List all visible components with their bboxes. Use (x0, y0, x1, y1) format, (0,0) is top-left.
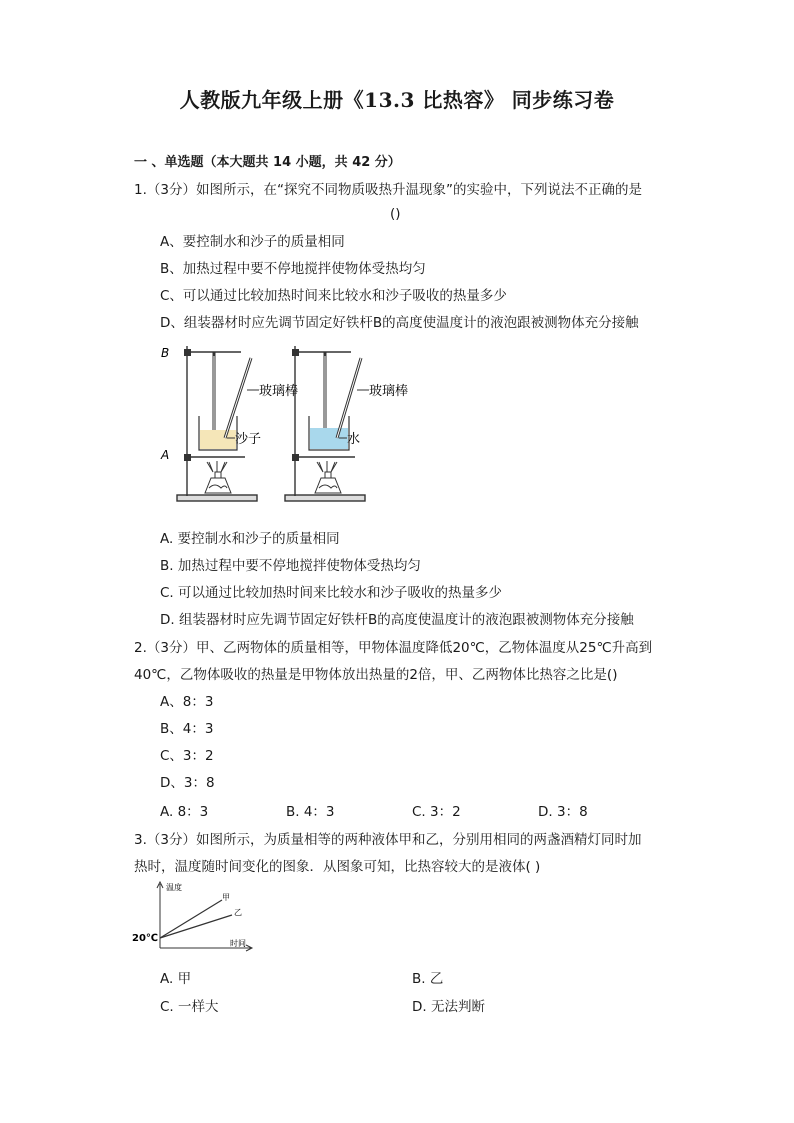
line-jia (160, 900, 222, 938)
q2-choice-b: B. 4：3 (286, 804, 335, 820)
burner-right (315, 461, 341, 493)
page-title: 人教版九年级上册《13.3 比热容》 同步练习卷 (179, 88, 615, 112)
start-temp-label: 20℃ (132, 933, 159, 944)
q1-stem-line2: () (390, 206, 401, 222)
clamp-b-left (184, 349, 191, 356)
water-label: 水 (347, 432, 361, 447)
q1-choice-a: A. 要控制水和沙子的质量相同 (160, 531, 340, 547)
burner-left (205, 461, 231, 493)
clamp-a-left (184, 454, 191, 461)
q1-stem-line1: 1.（3分）如图所示，在“探究不同物质吸热升温现象”的实验中，下列说法不正确的是 (134, 182, 642, 198)
temperature-graph (130, 880, 260, 962)
q3-choice-b: B. 乙 (412, 971, 444, 987)
q3-stem-line2: 热时，温度随时间变化的图象．从图象可知，比热容较大的是液体( ) (134, 859, 541, 875)
q2-option-b: B、4：3 (160, 721, 214, 737)
rod-label-left: 玻璃棒 (259, 384, 299, 399)
q2-choice-c: C. 3：2 (412, 804, 461, 820)
q1-option-b: B、加热过程中要不停地搅拌使物体受热均匀 (160, 261, 426, 277)
q2-stem-line1: 2.（3分）甲、乙两物体的质量相等，甲物体温度降低20℃，乙物体温度从25℃升高到 (134, 640, 653, 656)
rod-label-right: 玻璃棒 (369, 384, 409, 399)
sand-label: 沙子 (235, 432, 262, 447)
q1-option-d: D、组装器材时应先调节固定好铁杆B的高度使温度计的液泡跟被测物体充分接触 (160, 315, 639, 331)
q2-option-d: D、3：8 (160, 775, 215, 791)
y-axis-label: 温度 (166, 883, 182, 892)
q3-choice-a: A. 甲 (160, 971, 192, 987)
q3-choice-c: C. 一样大 (160, 999, 219, 1015)
q2-option-c: C、3：2 (160, 748, 214, 764)
line-label-yi: 乙 (234, 908, 242, 917)
sand-fill (200, 430, 236, 449)
q2-stem-line2: 40℃，乙物体吸收的热量是甲物体放出热量的2倍，甲、乙两物体比热容之比是() (134, 667, 618, 683)
label-a: A (161, 448, 170, 462)
q1-option-c: C、可以通过比较加热时间来比较水和沙子吸收的热量多少 (160, 288, 507, 304)
q1-option-a: A、要控制水和沙子的质量相同 (160, 234, 345, 250)
x-axis-label: 时间 (230, 939, 246, 948)
apparatus-figure (155, 338, 425, 510)
clamp-a-right (292, 454, 299, 461)
q3-stem-line1: 3.（3分）如图所示，为质量相等的两种液体甲和乙，分别用相同的两盏酒精灯同时加 (134, 832, 642, 848)
line-yi (160, 915, 232, 938)
clamp-b-right (292, 349, 299, 356)
q3-choice-d: D. 无法判断 (412, 999, 485, 1015)
line-label-jia: 甲 (222, 893, 230, 902)
q2-choice-d: D. 3：8 (538, 804, 588, 820)
q2-option-a: A、8：3 (160, 694, 214, 710)
q2-choice-a: A. 8：3 (160, 804, 209, 820)
q1-choice-d: D. 组装器材时应先调节固定好铁杆B的高度使温度计的液泡跟被测物体充分接触 (160, 612, 634, 628)
q1-choice-c: C. 可以通过比较加热时间来比较水和沙子吸收的热量多少 (160, 585, 503, 601)
q1-choice-b: B. 加热过程中要不停地搅拌使物体受热均匀 (160, 558, 421, 574)
section-heading: 一 、单选题（本大题共 14 小题，共 42 分） (134, 155, 401, 170)
label-b: B (161, 346, 170, 360)
